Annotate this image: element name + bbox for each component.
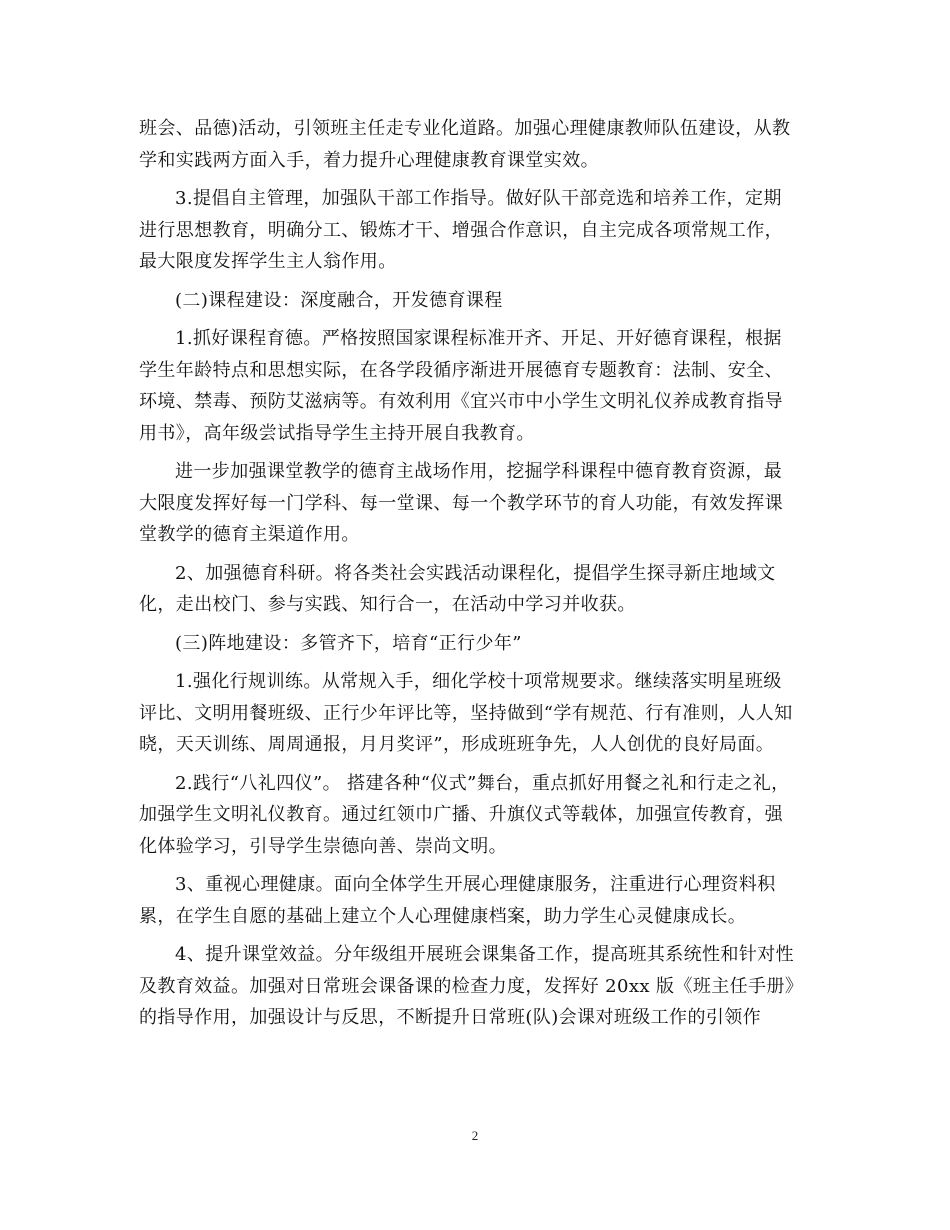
text-line: 堂教学的德育主渠道作用。 [139, 524, 360, 545]
paragraph-spacer [139, 862, 814, 869]
paragraph-spacer [139, 621, 814, 628]
text-line: (三)阵地建设：多管齐下，培育“正行少年” [175, 632, 522, 654]
paragraph [139, 285, 814, 317]
paragraph-spacer [139, 449, 814, 456]
text-line: 化体验学习，引导学生崇德向善、崇尚文明。 [139, 835, 507, 857]
paragraph [139, 666, 814, 761]
paragraph-spacer [139, 659, 814, 666]
paragraph [139, 869, 814, 932]
text-line: 加强学生文明礼仪教育。通过红领巾广播、升旗仪式等载体，加强宣传教育，强 [139, 804, 783, 825]
page-number: 2 [471, 1128, 479, 1143]
paragraph-spacer [139, 176, 814, 183]
paragraph [139, 939, 814, 1034]
text-line: 2、加强德育科研。将各类社会实践活动课程化，提倡学生探寻新庄地域文 [175, 562, 776, 584]
paragraph [139, 768, 814, 863]
text-line: 1.强化行规训练。从常规入手，细化学校十项常规要求。继续落实明星班级 [175, 671, 782, 692]
paragraph-spacer [139, 551, 814, 558]
text-line: 2.践行“八礼四仪”。 搭建各种“仪式”舞台，重点抓好用餐之礼和行走之礼， [175, 772, 790, 794]
text-line: 及教育效益。加强对日常班会课备课的检查力度，发挥好 20xx 版《班主任手册》 [139, 975, 804, 997]
text-line: 学和实践两方面入手，着力提升心理健康教育课堂实效。 [139, 149, 599, 171]
text-line: 学生年龄特点和思想实际，在各学段循序渐进开展德育专题教育：法制、安全、 [139, 359, 783, 381]
text-line: 累，在学生自愿的基础上建立个人心理健康档案，助力学生心灵健康成长。 [139, 905, 747, 927]
text-line: 最大限度发挥学生主人翁作用。 [139, 251, 397, 272]
text-line: 1.抓好课程育德。严格按照国家课程标准开齐、开足、开好德育课程，根据 [175, 328, 782, 349]
paragraph-spacer [139, 932, 814, 939]
text-line: 晓，天天训练、周周通报，月月奖评”，形成班班争先，人人创优的良好局面。 [139, 734, 775, 755]
text-line: 3、重视心理健康。面向全体学生开展心理健康服务，注重进行心理资料积 [175, 874, 776, 895]
text-line: 4、提升课堂效益。分年级组开展班会课集备工作，提高班其系统性和针对性 [175, 944, 795, 965]
paragraph-spacer [139, 316, 814, 323]
text-line: 进一步加强课堂教学的德育主战场作用，挖掘学科课程中德育教育资源，最 [175, 461, 783, 482]
paragraph [139, 628, 814, 660]
paragraph-spacer [139, 761, 814, 768]
text-line: (二)课程建设：深度融合，开发德育课程 [175, 289, 503, 311]
paragraph [139, 558, 814, 621]
text-line: 班会、品德)活动，引领班主任走专业化道路。加强心理健康教师队伍建设，从教 [139, 118, 791, 139]
paragraph [139, 456, 814, 551]
text-line: 的指导作用，加强设计与反思，不断提升日常班(队)会课对班级工作的引领作 [139, 1007, 762, 1028]
paragraph [139, 183, 814, 278]
text-line: 进行思想教育，明确分工、锻炼才干、增强合作意识，自主完成各项常规工作， [139, 219, 783, 241]
text-line: 大限度发挥好每一门学科、每一堂课、每一个教学环节的育人功能，有效发挥课 [139, 492, 783, 514]
paragraph-spacer [139, 278, 814, 285]
text-line: 环境、禁毒、预防艾滋病等。有效利用《宜兴市中小学生文明礼仪养成教育指导 [139, 391, 783, 412]
text-line: 评比、文明用餐班级、正行少年评比等，坚持做到“学有规范、行有准则，人人知 [139, 702, 793, 724]
document-body [139, 113, 814, 1034]
paragraph [139, 113, 814, 176]
text-line: 化，走出校门、参与实践、知行合一，在活动中学习并收获。 [139, 594, 636, 615]
text-line: 用书》，高年级尝试指导学生主持开展自我教育。 [139, 422, 535, 444]
text-line: 3.提倡自主管理，加强队干部工作指导。做好队干部竞选和培养工作，定期 [175, 188, 782, 209]
paragraph [139, 323, 814, 449]
